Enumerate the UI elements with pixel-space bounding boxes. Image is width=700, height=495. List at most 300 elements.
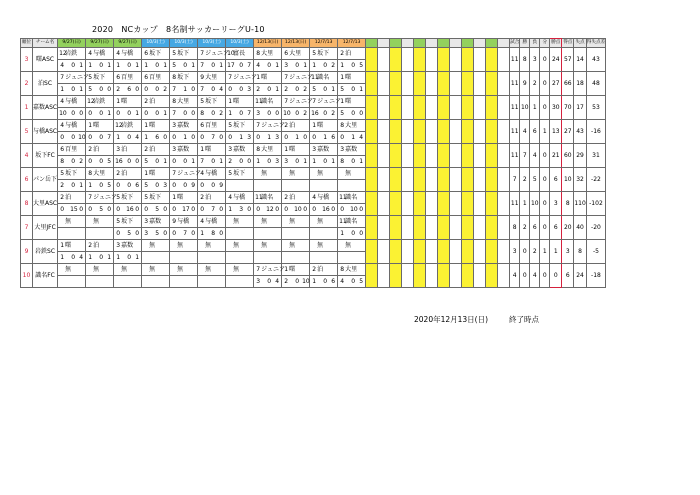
match-score: [86, 84, 114, 96]
opponent-name: 曙: [93, 121, 100, 129]
match-score: [58, 108, 86, 120]
opponent-name: 嘉数: [121, 241, 134, 249]
score-value: 5: [144, 181, 149, 189]
header-blank-col: [498, 39, 510, 48]
score-sep: 0: [71, 109, 76, 117]
match-score: [254, 132, 282, 144]
score-value: 5: [359, 61, 364, 69]
match-opponent: [338, 216, 366, 228]
team-stat: 3: [562, 240, 574, 264]
team-stat: 7: [520, 144, 530, 168]
schedule-blank: [450, 72, 462, 96]
schedule-blank: [378, 264, 390, 288]
match-score: [282, 108, 310, 120]
team-row: [21, 120, 606, 132]
match-score: [142, 132, 170, 144]
opponent-number: 6: [60, 145, 65, 153]
team-stat: 57: [562, 48, 574, 72]
match-score: [142, 180, 170, 192]
score-sep: 0: [267, 277, 272, 285]
opponent-name: 無: [65, 217, 72, 225]
opponent-name: 泊: [317, 265, 324, 273]
match-opponent: [114, 264, 142, 276]
score-value: 4: [256, 61, 261, 69]
match-score: [226, 204, 254, 216]
score-sep: 16: [322, 205, 330, 213]
schedule-blank: [426, 48, 438, 72]
team-rank: 5: [21, 120, 33, 144]
match-score: [170, 60, 198, 72]
schedule-blank: [414, 264, 426, 288]
schedule-blank: [438, 48, 450, 72]
opponent-name: 無: [177, 265, 184, 273]
team-rank: 1: [21, 96, 33, 120]
team-stat: 20: [562, 216, 574, 240]
opponent-name: ジュニア: [317, 97, 341, 105]
match-opponent: [310, 144, 338, 156]
schedule-blank: [390, 48, 402, 72]
schedule-blank: [450, 48, 462, 72]
schedule-blank: [390, 96, 402, 120]
score-sep: 0: [99, 61, 104, 69]
opponent-name: 大里: [177, 97, 190, 105]
team-rank: 4: [21, 144, 33, 168]
score-value: 2: [116, 85, 121, 93]
score-value: 0: [256, 205, 261, 213]
schedule-blank: [426, 240, 438, 264]
opponent-number: 7: [312, 97, 317, 105]
opponent-name: 百里: [65, 145, 78, 153]
score-value: 3: [275, 157, 280, 165]
opponent-name: 識名: [261, 193, 274, 201]
score-value: 1: [303, 157, 308, 165]
team-stat: 6: [530, 216, 540, 240]
match-opponent: [170, 144, 198, 156]
match-opponent: [198, 72, 226, 84]
schedule-blank: [450, 144, 462, 168]
score-value: 3: [144, 229, 149, 237]
score-sep: 0: [239, 109, 244, 117]
opponent-number: 7: [228, 73, 233, 81]
match-score: [142, 84, 170, 96]
opponent-name: 岩鉄: [121, 121, 134, 129]
score-sep: 0: [295, 85, 300, 93]
score-value: 2: [331, 109, 336, 117]
schedule-blank: [486, 192, 498, 216]
opponent-number: 1: [144, 169, 149, 177]
team-name: 大里JFC: [33, 216, 58, 240]
opponent-name: 無: [233, 241, 240, 249]
match-score: [310, 228, 338, 240]
score-value: 17: [227, 61, 235, 69]
match-score: [86, 228, 114, 240]
schedule-blank: [474, 216, 486, 240]
match-score: [114, 132, 142, 144]
score-value: 2: [228, 157, 233, 165]
score-value: 0: [219, 229, 224, 237]
score-sep: 0: [323, 85, 328, 93]
score-value: 1: [88, 61, 93, 69]
opponent-number: 4: [200, 217, 205, 225]
opponent-number: 1: [340, 73, 345, 81]
match-opponent: [114, 192, 142, 204]
score-value: 1: [340, 61, 345, 69]
schedule-blank: [378, 144, 390, 168]
score-sep: 6: [127, 85, 132, 93]
opponent-number: 7: [60, 73, 65, 81]
match-opponent: [226, 48, 254, 60]
score-value: 5: [172, 61, 177, 69]
schedule-blank: [366, 216, 378, 240]
schedule-blank: [402, 72, 414, 96]
match-opponent: [226, 72, 257, 84]
opponent-name: 泊: [65, 193, 72, 201]
score-sep: 0: [211, 109, 216, 117]
opponent-number: 8: [256, 49, 261, 57]
match-score: [282, 228, 310, 240]
opponent-name: 岩鉄: [93, 97, 106, 105]
score-value: 1: [163, 157, 168, 165]
schedule-blank: [474, 240, 486, 264]
opponent-number: 5: [144, 193, 149, 201]
score-value: 0: [135, 157, 140, 165]
opponent-number: 7: [256, 265, 261, 273]
schedule-blank: [414, 192, 426, 216]
schedule-blank: [414, 216, 426, 240]
schedule-blank: [450, 168, 462, 192]
team-name: 曙ASC: [33, 48, 58, 72]
match-score: [142, 108, 170, 120]
opponent-number: 9: [200, 73, 205, 81]
team-stat: 48: [586, 72, 605, 96]
team-stat: 0: [540, 216, 550, 240]
score-value: 1: [135, 109, 140, 117]
match-score: [254, 156, 282, 168]
opponent-name: 曙: [233, 97, 240, 105]
team-stat: 10: [562, 168, 574, 192]
match-opponent: [86, 120, 114, 132]
team-stat: 24: [574, 264, 586, 288]
match-opponent: [86, 48, 114, 60]
score-value: 10: [78, 133, 86, 141]
opponent-number: 4: [200, 169, 205, 177]
header-stat: 得失点差: [586, 39, 605, 48]
score-sep: 0: [323, 61, 328, 69]
team-stat: 1: [540, 240, 550, 264]
opponent-name: 無: [233, 265, 240, 273]
opponent-name: 曙: [345, 73, 352, 81]
opponent-number: 3: [172, 145, 177, 153]
opponent-name: 岩鉄: [65, 49, 78, 57]
match-score: [170, 228, 198, 240]
opponent-name: 坂下: [205, 97, 218, 105]
opponent-name: 坂下: [177, 49, 190, 57]
match-opponent: [282, 96, 313, 108]
score-sep: 1: [351, 133, 356, 141]
opponent-number: 6: [116, 73, 121, 81]
team-stat: 4: [530, 144, 540, 168]
header-blank-col: [414, 39, 426, 48]
match-opponent: [114, 216, 142, 228]
score-value: 2: [60, 181, 65, 189]
schedule-blank: [438, 216, 450, 240]
score-sep: 0: [155, 109, 160, 117]
team-stat: -18: [586, 264, 605, 288]
header-date: 12/7/13: [310, 39, 338, 48]
opponent-name: 識名: [345, 217, 358, 225]
score-sep: 15: [70, 205, 78, 213]
score-sep: 0: [239, 61, 244, 69]
schedule-blank: [438, 144, 450, 168]
score-value: 3: [284, 157, 289, 165]
opponent-name: 坂下: [233, 169, 246, 177]
match-opponent: [310, 216, 338, 228]
match-opponent: [226, 96, 254, 108]
schedule-blank: [474, 264, 486, 288]
opponent-name: 無: [177, 241, 184, 249]
score-value: 1: [107, 253, 112, 261]
score-value: 7: [172, 109, 177, 117]
score-value: 0: [135, 85, 140, 93]
team-stat: 14: [574, 48, 586, 72]
footer-status: 終了時点: [509, 315, 539, 324]
opponent-name: 無: [317, 217, 324, 225]
opponent-number: 1: [88, 121, 93, 129]
score-value: 5: [312, 85, 317, 93]
opponent-number: 6: [200, 121, 205, 129]
match-score: [310, 252, 338, 264]
score-value: 0: [219, 133, 224, 141]
match-opponent: [282, 168, 310, 180]
match-score: [310, 180, 338, 192]
match-score: [338, 60, 366, 72]
match-opponent: [142, 72, 170, 84]
team-name: 識名FC: [33, 264, 58, 288]
match-opponent: [226, 144, 254, 156]
match-opponent: [198, 240, 226, 252]
score-value: 16: [115, 157, 123, 165]
score-value: 1: [312, 157, 317, 165]
opponent-number: 11: [255, 97, 263, 105]
opponent-name: 大里: [345, 265, 358, 273]
team-row: [21, 216, 606, 228]
match-score: [282, 132, 310, 144]
score-value: 0: [200, 205, 205, 213]
score-value: 0: [303, 133, 308, 141]
match-score: [198, 276, 226, 288]
match-score: [226, 156, 254, 168]
match-opponent: [338, 192, 366, 204]
opponent-number: 2: [284, 121, 289, 129]
score-sep: 0: [239, 85, 244, 93]
opponent-name: 識名: [261, 97, 274, 105]
opponent-number: 1: [284, 265, 289, 273]
header-stat: 失点: [574, 39, 586, 48]
score-value: 1: [312, 61, 317, 69]
score-value: 0: [88, 109, 93, 117]
score-sep: 0: [323, 277, 328, 285]
score-value: 1: [312, 277, 317, 285]
team-stat: 11: [510, 72, 520, 96]
match-opponent: [254, 120, 285, 132]
score-value: 1: [144, 133, 149, 141]
score-value: 0: [116, 109, 121, 117]
score-value: 7: [200, 61, 205, 69]
opponent-number: 8: [172, 73, 177, 81]
schedule-blank: [426, 168, 438, 192]
opponent-number: 11: [339, 193, 347, 201]
score-value: 3: [284, 61, 289, 69]
opponent-number: 5: [200, 97, 205, 105]
match-opponent: [170, 96, 198, 108]
score-value: 0: [172, 205, 177, 213]
score-sep: 0: [239, 157, 244, 165]
schedule-blank: [366, 144, 378, 168]
match-opponent: [282, 120, 310, 132]
match-opponent: [170, 216, 198, 228]
score-sep: 0: [99, 157, 104, 165]
score-sep: 0: [127, 61, 132, 69]
score-value: 6: [135, 181, 140, 189]
match-score: [310, 204, 338, 216]
schedule-blank: [450, 216, 462, 240]
score-value: 0: [284, 133, 289, 141]
team-stat: -5: [586, 240, 605, 264]
opponent-number: 12: [87, 97, 95, 105]
score-value: 3: [247, 85, 252, 93]
opponent-name: 大里: [289, 49, 302, 57]
schedule-blank: [462, 192, 474, 216]
match-opponent: [58, 168, 86, 180]
match-score: [142, 252, 170, 264]
score-value: 6: [331, 277, 336, 285]
match-opponent: [338, 48, 366, 60]
opponent-name: 曙: [345, 97, 352, 105]
opponent-number: 1: [144, 121, 149, 129]
match-score: [58, 60, 86, 72]
score-value: 3: [256, 109, 261, 117]
opponent-name: 識名: [345, 193, 358, 201]
score-sep: 0: [71, 157, 76, 165]
match-score: [114, 60, 142, 72]
score-value: 4: [275, 277, 280, 285]
match-score: [254, 60, 282, 72]
schedule-blank: [378, 72, 390, 96]
score-sep: 1: [183, 85, 188, 93]
opponent-name: 無: [233, 217, 240, 225]
schedule-blank: [414, 120, 426, 144]
opponent-number: 11: [311, 73, 319, 81]
schedule-blank: [486, 96, 498, 120]
team-stat: 4: [510, 264, 520, 288]
match-score: [114, 108, 142, 120]
score-value: 0: [172, 157, 177, 165]
team-stat: 11: [510, 96, 520, 120]
match-opponent: [226, 240, 254, 252]
opponent-number: 2: [88, 145, 93, 153]
match-score: [142, 156, 170, 168]
score-value: 0: [191, 109, 196, 117]
opponent-name: 与橋: [233, 193, 246, 201]
match-score: [226, 132, 254, 144]
schedule-blank: [486, 72, 498, 96]
score-sep: 7: [183, 229, 188, 237]
match-opponent: [198, 264, 226, 276]
score-value: 5: [340, 85, 345, 93]
match-score: [58, 180, 86, 192]
match-score: [142, 60, 170, 72]
opponent-name: 与橋: [65, 97, 78, 105]
opponent-name: 泊: [149, 145, 156, 153]
schedule-blank: [498, 168, 510, 192]
match-opponent: [142, 240, 170, 252]
schedule-blank: [378, 168, 390, 192]
score-sep: 17: [182, 205, 190, 213]
match-score: [86, 252, 114, 264]
opponent-name: 無: [149, 241, 156, 249]
schedule-blank: [462, 120, 474, 144]
opponent-number: 1: [340, 97, 345, 105]
header-blank-col: [366, 39, 378, 48]
score-sep: 1: [323, 133, 328, 141]
opponent-name: 嘉数: [149, 217, 162, 225]
match-score: [114, 204, 142, 216]
match-opponent: [310, 72, 338, 84]
score-sep: 0: [99, 133, 104, 141]
score-sep: 0: [351, 277, 356, 285]
team-row: [21, 48, 606, 60]
score-sep: 0: [267, 61, 272, 69]
match-opponent: [198, 120, 226, 132]
opponent-name: 無: [345, 241, 352, 249]
match-score: [338, 180, 366, 192]
match-score: [114, 276, 142, 288]
opponent-number: 11: [255, 193, 263, 201]
score-value: 1: [219, 157, 224, 165]
schedule-blank: [414, 72, 426, 96]
score-sep: 0: [71, 85, 76, 93]
opponent-number: 1: [200, 145, 205, 153]
header-blank-col: [438, 39, 450, 48]
schedule-blank: [474, 48, 486, 72]
header-team: チーム名: [33, 39, 58, 48]
score-value: 1: [60, 85, 65, 93]
team-stat: 29: [574, 144, 586, 168]
opponent-name: 曙: [65, 241, 72, 249]
score-value: 0: [312, 205, 317, 213]
opponent-name: 百里: [149, 73, 162, 81]
score-value: 0: [116, 205, 121, 213]
match-opponent: [338, 264, 366, 276]
schedule-blank: [498, 96, 510, 120]
schedule-blank: [402, 96, 414, 120]
schedule-blank: [474, 120, 486, 144]
opponent-name: 大里: [93, 169, 106, 177]
score-value: 0: [107, 205, 112, 213]
opponent-number: 12: [59, 49, 67, 57]
team-stat: -22: [586, 168, 605, 192]
opponent-name: 坂下: [121, 217, 134, 225]
schedule-blank: [402, 264, 414, 288]
score-value: 0: [275, 205, 280, 213]
score-value: 9: [219, 181, 224, 189]
opponent-number: 7: [284, 97, 289, 105]
schedule-blank: [414, 144, 426, 168]
opponent-number: 5: [116, 217, 121, 225]
opponent-name: 坂下: [121, 193, 134, 201]
opponent-number: 3: [116, 241, 121, 249]
team-stat: 53: [586, 96, 605, 120]
